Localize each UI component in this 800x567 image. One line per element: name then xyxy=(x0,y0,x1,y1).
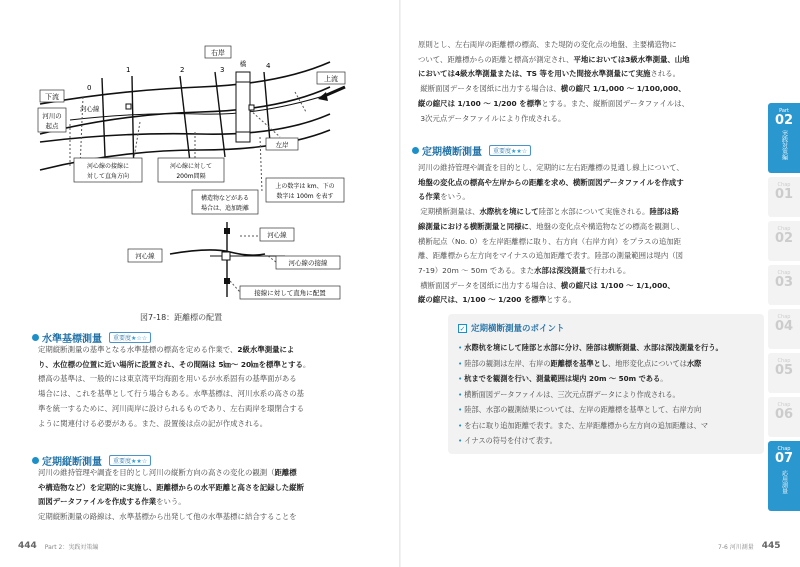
importance-badge xyxy=(109,455,151,466)
leveling-paragraph xyxy=(38,343,368,431)
label-upstream: 上流 xyxy=(324,75,338,83)
distance-marker-figure xyxy=(30,42,360,312)
text-line: イナスの符号を付けて表す。 xyxy=(464,436,557,445)
text-bold: 水部は深浅測量 xyxy=(534,265,586,275)
footer-text: Part 2：実践対策編 xyxy=(44,543,99,551)
key-points-list xyxy=(458,340,758,449)
text-line: 定期縦断測量の基準となる水準基標の標高を定める作業で、 xyxy=(38,345,238,354)
text-bold: 水際 xyxy=(686,358,702,368)
importance-badge xyxy=(109,332,151,343)
text-line: 河川の維持管理や調査を目的とし、定期的に左右距離標の見通し線上について、 xyxy=(418,163,684,172)
key-points-header xyxy=(458,322,565,334)
text-bold: 線測量における横断測量と同様に xyxy=(418,221,529,231)
tab-part-02[interactable] xyxy=(768,103,800,173)
label-downstream: 下流 xyxy=(45,93,59,101)
text-line: 陸部、水部の観測結果については、左岸の距離標を基準として、右岸方向 xyxy=(464,405,702,414)
label-bridge: 橋 xyxy=(239,60,247,68)
tab-label: Chap xyxy=(777,314,791,320)
page-gutter xyxy=(399,0,401,567)
text-bold: 横の縮尺は 1/100 〜 1/1,000、 xyxy=(560,280,675,290)
station-2: 2 xyxy=(180,66,185,74)
longitudinal-continued-paragraph xyxy=(418,38,748,126)
text-line: を右に取り追加距離で表す。また、左岸距離標から左方向の追加距離は、マ xyxy=(464,420,709,430)
tab-number: 04 xyxy=(774,319,794,334)
text-line: 縦断面図データを図紙に出力する場合は、 xyxy=(420,84,561,94)
tab-chap-04[interactable] xyxy=(768,309,800,349)
note-2-line2: 200m間隔 xyxy=(176,173,206,180)
section-title: 定期縦断測量 xyxy=(42,457,102,468)
text-bold: 面図データファイルを作成する作業 xyxy=(38,497,157,507)
lower-label-center-a: 河心線 xyxy=(135,252,155,260)
text-bold: や構造物など）を定期的に実施し、距離標からの水平距離と高さを記録した縦断 xyxy=(38,482,305,492)
tab-text: 実践対策編 xyxy=(780,130,788,160)
tab-text: 応用測量 xyxy=(780,470,788,494)
text-bold: 水際杭を境にして xyxy=(479,207,539,217)
text-line: 7-19）20m 〜 50m である。また xyxy=(418,265,535,275)
note-1-line1: 河心線の接線に xyxy=(86,163,130,170)
text-line: 横断起点（No. 0）を左岸距離標に取り、右方向（右岸方向）をプラスの追加距 xyxy=(418,236,681,246)
lower-label-center-b: 河心線 xyxy=(267,231,287,239)
label-center-line: 河心線 xyxy=(80,105,100,113)
text-bold: 平地においては3級水準測量、山地 xyxy=(573,54,690,64)
tab-label: Chap xyxy=(777,358,791,364)
note-3-line1: 構造物などがある xyxy=(200,195,250,202)
text-bold: 地盤の変化点の標高や左岸からの距離を求め、横断面図データファイルを作成す xyxy=(418,177,684,187)
text-line: 。 xyxy=(660,374,668,383)
text-line: 陸部の観測は左岸、右岸の xyxy=(464,358,551,368)
list-item-continued xyxy=(458,433,758,449)
text-line: 、地形変化点については xyxy=(608,358,687,368)
longitudinal-paragraph xyxy=(38,466,368,525)
text-bold: 2級水準測量によ xyxy=(237,345,295,354)
list-item xyxy=(458,340,758,356)
text-line: 定期縦断測量の路線は、水準基標から出発して他の水準基標に結合することを xyxy=(38,512,297,522)
star-rating-icon: ★☆☆ xyxy=(131,335,148,342)
badge-label: 重要度 xyxy=(493,148,512,155)
text-bold: 横の縮尺 1/1,000 〜 1/100,000、 xyxy=(560,84,686,94)
text-line: とする。 xyxy=(546,295,576,305)
note-2-line1: 河心線に対して xyxy=(169,163,213,170)
section-heading-cross xyxy=(412,143,531,158)
tab-number: 05 xyxy=(774,363,794,378)
text-line: 、地盤の変化点や構造物などの標高を観測し、 xyxy=(528,221,685,231)
text-line: される。 xyxy=(650,69,680,79)
tab-chap-01[interactable] xyxy=(768,177,800,217)
figure-diagram xyxy=(30,42,360,312)
note-4-line2: 数字は 100m を表す xyxy=(276,193,334,200)
tab-chap-07[interactable] xyxy=(768,441,800,511)
tab-label: Chap xyxy=(777,270,791,276)
lower-label-perp: 接線に対して直角に配置 xyxy=(254,289,326,297)
list-item xyxy=(458,402,758,418)
text-bold: 水際杭を境にして陸部と水部に分け、陸部は横断測量、水部は深浅測量を行う。 xyxy=(464,343,723,352)
text-line: 準を統一するために、河川両岸に設けられるものであり、左右両岸を環閉合する xyxy=(38,403,305,413)
tab-label: Part xyxy=(779,108,789,114)
list-item-continued xyxy=(458,418,758,434)
text-line: とする。また、縦断面図データファイルは、 xyxy=(541,98,690,108)
text-line: 定期横断測量は、 xyxy=(420,207,480,217)
station-4: 4 xyxy=(266,62,271,70)
label-right-bank: 右岸 xyxy=(211,49,225,57)
label-origin-2: 起点 xyxy=(45,122,59,130)
text-line: 標高の基準は、一般的には東京湾平均海面を用いるが水系固有の基準面がある xyxy=(38,374,297,384)
note-3-line2: 場合は、追加距離 xyxy=(200,205,250,212)
text-bold: 距離標 xyxy=(274,468,297,477)
station-1: 1 xyxy=(126,66,131,74)
tab-label: Chap xyxy=(777,402,791,408)
station-0: 0 xyxy=(87,84,92,92)
note-1-line2: 対して直角方向 xyxy=(86,173,130,180)
text-bold: 杭までを観測を行い、測量範囲は堤内 20m 〜 50m である xyxy=(464,374,661,383)
text-bold: る作業 xyxy=(418,192,441,202)
text-bold: 距離標を基準とし xyxy=(550,358,609,368)
cross-section-paragraph xyxy=(418,161,748,308)
text-bold: り、水位標の位置に近い場所に設置され、その間隔は 5㎞〜 20㎞を標準とする xyxy=(38,359,303,369)
label-left-bank: 左岸 xyxy=(275,141,289,149)
text-line: 。 xyxy=(302,359,311,369)
station-3: 3 xyxy=(220,66,225,74)
text-line: で行われる。 xyxy=(585,265,631,275)
lower-label-tangent: 河心線の接線 xyxy=(288,259,328,267)
tab-number: 06 xyxy=(774,407,794,422)
list-item xyxy=(458,387,758,403)
tab-label: Chap xyxy=(777,226,791,232)
page-number: 445 xyxy=(761,541,781,551)
tab-chap-06[interactable] xyxy=(768,397,800,437)
text-bold: 縦の縮尺は 1/100 〜 1/200 を標準 xyxy=(418,98,542,108)
star-rating-icon: ★★☆ xyxy=(131,458,148,465)
section-title: 水準基標測量 xyxy=(42,334,102,345)
key-points-title: 定期横断測量のポイント xyxy=(471,324,565,334)
text-line: 陸部と水部について実施される。 xyxy=(538,207,650,217)
label-origin: 河川の xyxy=(42,112,62,120)
bullet-icon xyxy=(412,147,419,154)
text-line: をいう。 xyxy=(440,192,470,202)
tab-number: 03 xyxy=(774,275,794,290)
footer-left xyxy=(18,541,98,551)
chapter-tabs xyxy=(768,103,800,515)
page-number: 444 xyxy=(18,541,37,551)
figure-caption: 図7-18：距離標の配置 xyxy=(140,313,223,322)
list-item-continued xyxy=(458,371,758,387)
text-line: 河川の維持管理や調査を目的とし河川の縦断方向の高さの変化の観測（ xyxy=(38,468,275,477)
text-line: ように関連付ける必要がある。また、設置後は点の記が作成される。 xyxy=(38,418,268,428)
list-item xyxy=(458,356,758,372)
note-4-line1: 上の数字は km、下の xyxy=(275,183,335,190)
text-bold: 縦の縮尺は、1/100 〜 1/200 を標準 xyxy=(418,295,547,305)
tab-number: 07 xyxy=(774,451,794,466)
tab-number: 02 xyxy=(774,113,794,128)
bullet-icon xyxy=(32,457,39,464)
text-line: 横断面図データファイルは、三次元点群データにより作成される。 xyxy=(464,389,680,399)
tab-label: Chap xyxy=(777,182,791,188)
text-line: をいう。 xyxy=(156,497,186,507)
footer-text: 7-6 河川測量 xyxy=(718,543,754,551)
text-bold: 陸部は路 xyxy=(649,207,679,217)
star-rating-icon: ★★☆ xyxy=(511,148,528,155)
text-line: ついて、距離標からの距離と標高が測定され、 xyxy=(418,54,574,64)
text-bold: においては4級水準測量または、TS 等を用いた間接水準測量にて実施 xyxy=(418,69,651,79)
tab-chap-05[interactable] xyxy=(768,353,800,393)
text-line: 原則とし、左右両岸の距離標の標高、また堤防の変化点の地盤、主要構造物に xyxy=(418,40,677,49)
text-line: 離、距離標から左方向をマイナスの追加距離で表す。陸部の測量範囲は堤内（図 xyxy=(418,251,684,261)
key-points-box xyxy=(448,314,764,454)
badge-label: 重要度 xyxy=(113,335,132,342)
text-line: 横断面図データを図紙に出力する場合は、 xyxy=(420,280,561,290)
tab-number: 01 xyxy=(774,187,794,202)
footer-right xyxy=(718,541,781,551)
bullet-icon xyxy=(32,334,39,341)
text-line: 3次元点データファイルにより作成される。 xyxy=(420,113,566,123)
importance-badge xyxy=(489,145,531,156)
section-title: 定期横断測量 xyxy=(422,147,482,158)
text-line: 場合には、これを基準として行う場合もある。水準基標は、河川水系の高さの基 xyxy=(38,389,305,399)
checkbox-icon: ✓ xyxy=(459,324,466,333)
tab-chap-03[interactable] xyxy=(768,265,800,305)
tab-number: 02 xyxy=(774,231,794,246)
tab-label: Chap xyxy=(777,446,791,452)
badge-label: 重要度 xyxy=(113,458,132,465)
tab-chap-02[interactable] xyxy=(768,221,800,261)
